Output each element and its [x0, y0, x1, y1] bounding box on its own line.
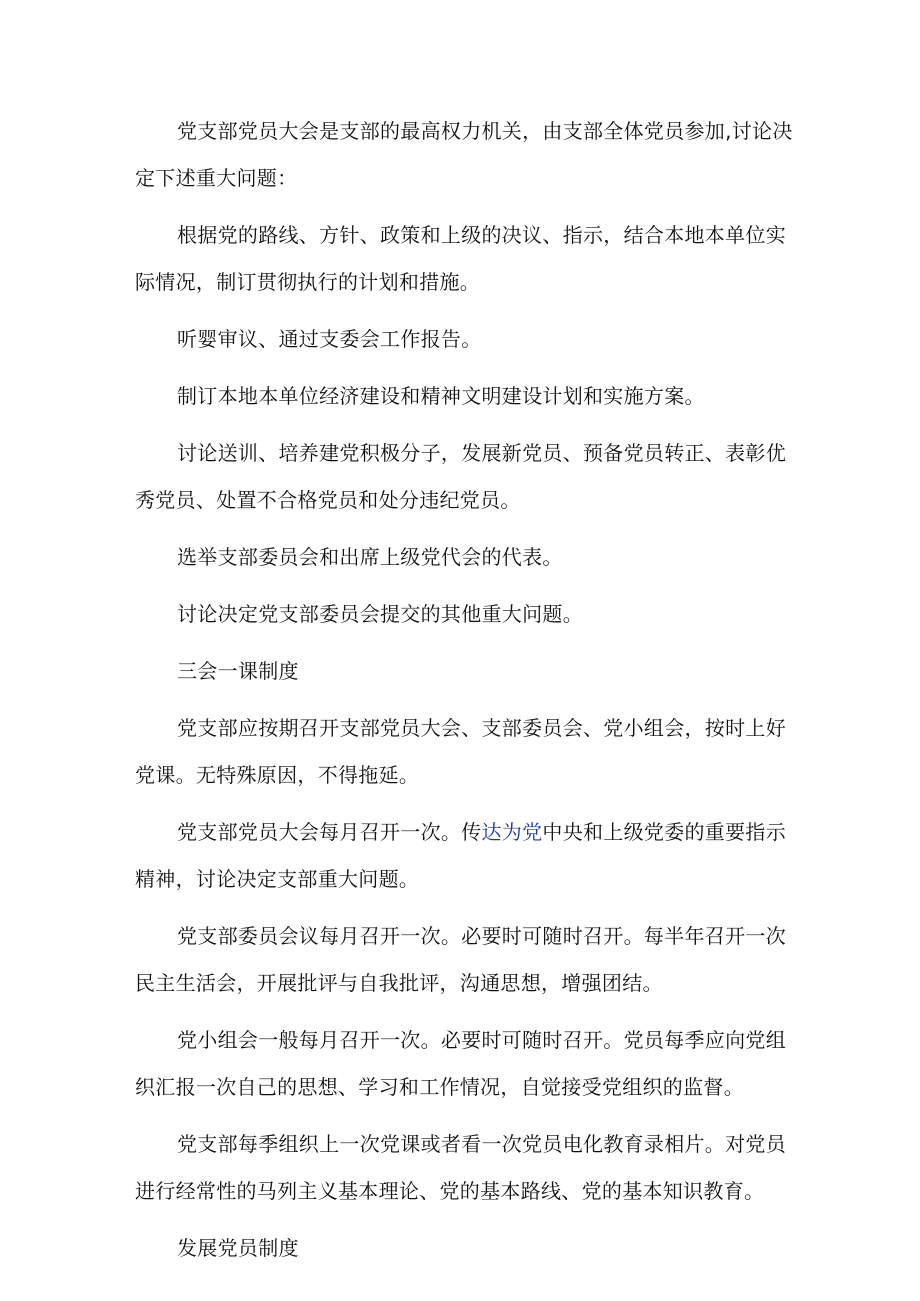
paragraph	[135, 809, 795, 903]
document-body	[135, 108, 795, 1282]
paragraph-text: 中央和上级党委的重要指示精神，讨论决定支部重大问题。	[135, 820, 787, 891]
paragraph: 讨论决定党支部委员会提交的其他重大问题。	[177, 602, 583, 626]
section-heading: 发展党员制度	[177, 1236, 299, 1260]
paragraph: 党支部每季组织上一次党课或者看一次党员电化教育录相片。对党员进行经常性的马列主义基本理论、党的基本路线、党的基本知识教育。	[135, 1132, 786, 1203]
paragraph: 制订本地本单位经济建设和精神文明建设计划和实施方案。	[177, 384, 705, 408]
paragraph: 听婴审议、通过支委会工作报告。	[177, 327, 482, 351]
paragraph: 讨论送训、培养建党积极分子，发展新党员、预备党员转正、表彰优秀党员、处置不合格党员和处分违纪党员。	[135, 441, 786, 512]
paragraph: 党支部应按期召开支部党员大会、支部委员会、党小组会，按时上好党课。无特殊原因，不得拖延。	[135, 716, 786, 787]
highlighted-text: 达为党	[481, 820, 543, 844]
paragraph: 选举支部委员会和出席上级党代会的代表。	[177, 545, 563, 569]
paragraph: 根据党的路线、方针、政策和上级的决议、指示，结合本地本单位实际情况，制订贯彻执行的计划和措施。	[135, 223, 786, 294]
paragraph: 党小组会一般每月召开一次。必要时可随时召开。党员每季应向党组织汇报一次自己的思想、学习和工作情况，自觉接受党组织的监督。	[135, 1028, 786, 1099]
paragraph: 党支部委员会议每月召开一次。必要时可随时召开。每半年召开一次民主生活会，开展批评与自我批评，沟通思想，增强团结。	[135, 924, 786, 995]
paragraph-text: 党支部党员大会每月召开一次。传	[177, 820, 482, 844]
section-heading: 三会一课制度	[177, 659, 299, 683]
paragraph: 党支部党员大会是支部的最高权力机关，由支部全体党员参加,讨论决定下述重大问题：	[135, 119, 793, 190]
